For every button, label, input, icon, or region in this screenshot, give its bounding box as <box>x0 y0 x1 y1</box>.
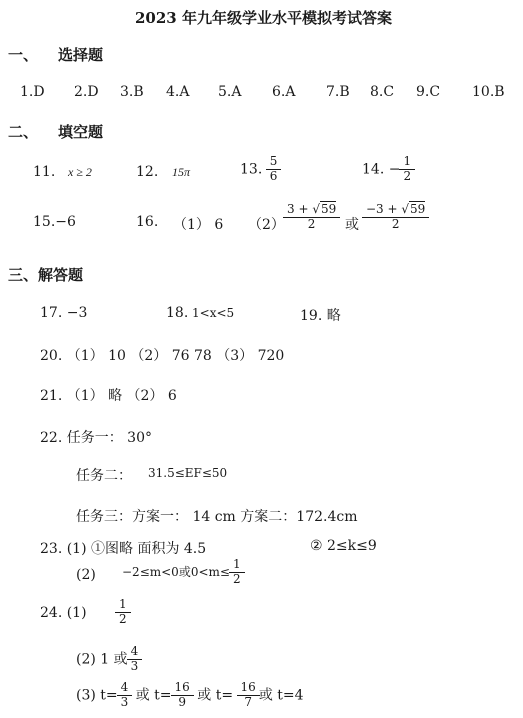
q24-part2-numerator: 4 <box>130 644 139 658</box>
q14-fraction <box>401 155 413 184</box>
q23-part2-denominator: 2 <box>229 572 245 587</box>
q12-answer: 15π <box>172 165 191 179</box>
q18-answer: 1<x<5 <box>192 306 235 320</box>
q23-part2-numerator: 1 <box>232 557 241 571</box>
choice-answer-6: 6.A <box>272 84 296 100</box>
q23-part1: 23. (1) ①图略 面积为 4.5 <box>40 541 207 557</box>
q14-denominator: 2 <box>399 169 415 184</box>
q23-part2-text: −2≤m<0或0<m≤ <box>122 564 230 579</box>
q24-part3-f1-numerator: 4 <box>120 680 129 694</box>
page-title: 2023 年九年级学业水平模拟考试答案 <box>135 9 392 27</box>
section-1-title: 选择题 <box>58 46 104 64</box>
q13-answer <box>240 155 280 184</box>
q24-part3-text-c: 或 t= <box>197 687 234 704</box>
q19-answer: 19. 略 <box>300 308 341 324</box>
q24-part3-text-d: 或 t=4 <box>258 687 304 704</box>
q16-fraction-2 <box>363 203 428 232</box>
q16-f2-num-a: −3 + √ <box>366 202 410 216</box>
q20-answer: 20. （1） 10 （2） 76 78 （3） 720 <box>40 348 285 364</box>
q24-part1-label: 24. (1) <box>40 605 87 621</box>
q13-number: 13. <box>240 161 263 178</box>
q22-task2-label: 任务二： <box>76 468 132 484</box>
choice-answer-3: 3.B <box>120 84 144 100</box>
q24-part3-f3-numerator: 16 <box>240 680 256 694</box>
q16-f1-num-a: 3 + √ <box>287 202 320 216</box>
q24-part1-denominator: 2 <box>115 612 131 627</box>
q13-fraction <box>268 155 280 184</box>
q24-part3-f2-numerator: 16 <box>174 680 190 694</box>
q24-part3-text-b: 或 t= <box>135 687 172 704</box>
q11-answer: x ≥ 2 <box>68 165 92 179</box>
q18-number: 18. <box>166 305 189 321</box>
q16-or: 或 <box>345 217 359 233</box>
q24-part3-f2-denominator: 9 <box>171 695 194 710</box>
q22-task3: 任务三：方案一： 14 cm 方案二：172.4cm <box>76 509 358 525</box>
choice-answer-7: 7.B <box>326 84 350 100</box>
section-2-title: 填空题 <box>58 123 104 141</box>
q12-number: 12. <box>136 164 159 180</box>
q24-part2 <box>76 645 141 674</box>
q14-sign: − <box>388 161 401 178</box>
choice-answer-5: 5.A <box>218 84 242 100</box>
q15-answer: 15.−6 <box>33 214 76 230</box>
q13-denominator: 6 <box>266 169 282 184</box>
q14-number: 14. <box>362 161 385 178</box>
q24-part3 <box>76 681 304 710</box>
q14-numerator: 1 <box>403 154 412 168</box>
q16-f2-num-radicand: 59 <box>410 202 426 216</box>
q11-number: 11. <box>33 164 56 180</box>
q23-part1-b: ② 2≤k≤9 <box>310 538 377 554</box>
q16-part1: （1） 6 <box>173 217 224 233</box>
q24-part1-numerator: 1 <box>119 597 127 611</box>
q14-answer <box>362 155 414 184</box>
choice-answer-2: 2.D <box>74 84 99 100</box>
q16-fraction-1 <box>284 203 339 232</box>
section-3-title: 三、解答题 <box>8 266 84 284</box>
choice-answer-9: 9.C <box>416 84 441 100</box>
q16-f2-denominator: 2 <box>362 217 429 232</box>
section-2-number: 二、 <box>8 123 39 141</box>
q21-answer: 21. （1） 略 （2） 6 <box>40 388 177 404</box>
q24-part3-f1-denominator: 3 <box>117 695 133 710</box>
choice-answer-10: 10.B <box>472 84 505 100</box>
q23-part2-answer <box>122 558 244 587</box>
choice-answer-8: 8.C <box>370 84 395 100</box>
q13-numerator: 5 <box>269 154 278 168</box>
q17-answer: 17. −3 <box>40 305 88 321</box>
q23-part2-label: (2) <box>76 567 96 583</box>
q24-part3-text-a: (3) t= <box>76 687 118 704</box>
choice-answer-1: 1.D <box>20 84 45 100</box>
q22-task2-answer: 31.5≤EF≤50 <box>148 466 228 480</box>
q22-task1: 22. 任务一： 30° <box>40 430 152 446</box>
q16-f1-denominator: 2 <box>283 217 340 232</box>
q24-part1-fraction <box>116 598 130 627</box>
choice-answer-4: 4.A <box>166 84 190 100</box>
section-1-number: 一、 <box>8 46 39 64</box>
q16-part2-label: （2） <box>248 217 285 233</box>
q24-part2-denominator: 3 <box>127 659 143 674</box>
q24-part3-f3-denominator: 7 <box>237 695 260 710</box>
q16-f1-num-radicand: 59 <box>320 202 337 216</box>
q16-number: 16. <box>136 214 159 230</box>
q24-part2-text: (2) 1 或 <box>76 651 128 668</box>
